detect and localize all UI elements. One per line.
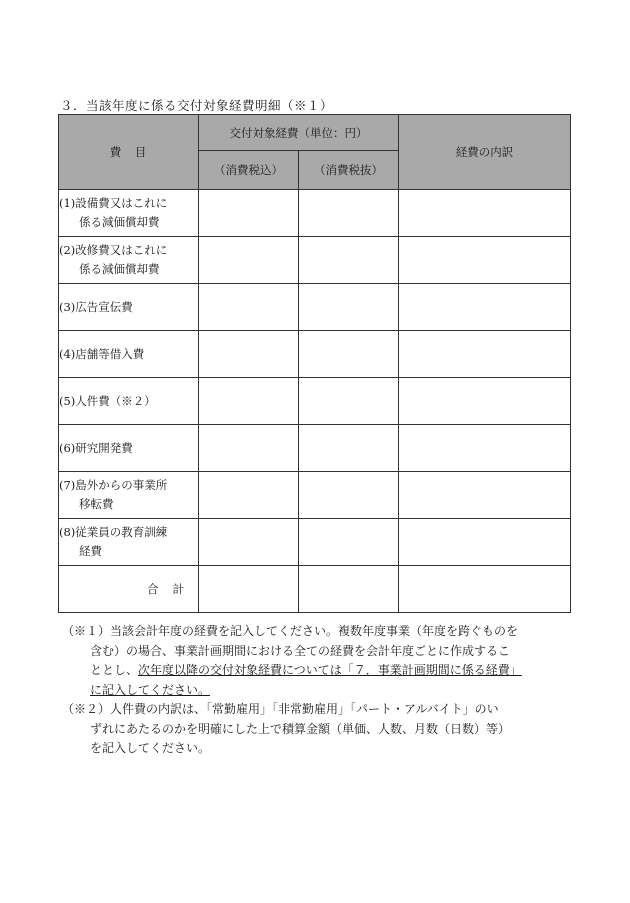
table-row xyxy=(59,190,571,237)
table-row xyxy=(59,378,571,425)
tax-incl-cell[interactable] xyxy=(199,378,299,425)
tax-incl-cell[interactable] xyxy=(199,190,299,237)
breakdown-cell[interactable] xyxy=(399,425,571,472)
header-tax-incl: （消費税込） xyxy=(199,151,299,190)
total-tax-excl-cell[interactable] xyxy=(299,566,399,613)
tax-incl-cell[interactable] xyxy=(199,425,299,472)
notes xyxy=(62,622,582,759)
total-breakdown-cell[interactable] xyxy=(399,566,571,613)
item-cell: (2)改修費又はこれに 係る減価償却費 xyxy=(59,237,199,284)
total-label: 合計 xyxy=(59,566,199,613)
header-item: 費 目 xyxy=(59,115,199,190)
breakdown-cell[interactable] xyxy=(399,237,571,284)
breakdown-cell[interactable] xyxy=(399,378,571,425)
item-cell: (1)設備費又はこれに 係る減価償却費 xyxy=(59,190,199,237)
note-1-line-3 xyxy=(62,661,582,681)
table-row xyxy=(59,472,571,519)
tax-excl-cell[interactable] xyxy=(299,378,399,425)
item-cell: (8)従業員の教育訓練 経費 xyxy=(59,519,199,566)
note-2-line-1: （※２）人件費の内訳は、「常勤雇用」「非常勤雇用」「パート・アルバイト」のい xyxy=(62,702,499,716)
table-row xyxy=(59,331,571,378)
item-cell: (3)広告宣伝費 xyxy=(59,284,199,331)
note-1-line-1: （※１）当該会計年度の経費を記入してください。複数年度事業（年度を跨ぐものを xyxy=(62,624,519,638)
header-tax-excl: （消費税抜） xyxy=(299,151,399,190)
tax-excl-cell[interactable] xyxy=(299,284,399,331)
tax-excl-cell[interactable] xyxy=(299,472,399,519)
tax-incl-cell[interactable] xyxy=(199,331,299,378)
breakdown-cell[interactable] xyxy=(399,519,571,566)
note-1-line-3-start: ととし、 xyxy=(90,663,139,677)
total-tax-incl-cell[interactable] xyxy=(199,566,299,613)
item-cell: (5)人件費（※２） xyxy=(59,378,199,425)
breakdown-cell[interactable] xyxy=(399,190,571,237)
breakdown-cell[interactable] xyxy=(399,472,571,519)
tax-incl-cell[interactable] xyxy=(199,472,299,519)
note-2-line-3: を記入してください。 xyxy=(90,741,211,755)
table-row xyxy=(59,284,571,331)
tax-excl-cell[interactable] xyxy=(299,237,399,284)
table-row xyxy=(59,237,571,284)
tax-excl-cell[interactable] xyxy=(299,425,399,472)
table-row xyxy=(59,519,571,566)
note-2-line-2: ずれにあたるのかを明確にした上で積算金額（単価、人数、月数（日数）等） xyxy=(90,721,511,736)
breakdown-cell[interactable] xyxy=(399,331,571,378)
tax-incl-cell[interactable] xyxy=(199,284,299,331)
section-title: ３．当該年度に係る交付対象経費明細（※１） xyxy=(60,98,334,113)
header-amount-group: 交付対象経費（単位：円） xyxy=(199,115,399,151)
table-row xyxy=(59,425,571,472)
tax-excl-cell[interactable] xyxy=(299,190,399,237)
tax-incl-cell[interactable] xyxy=(199,519,299,566)
item-cell: (6)研究開発費 xyxy=(59,425,199,472)
item-cell: (4)店舗等借入費 xyxy=(59,331,199,378)
total-row xyxy=(59,566,571,613)
note-1-line-4: に記入してください。 xyxy=(90,682,211,697)
note-1-underlined: 次年度以降の交付対象経費については「７．事業計画期間に係る経費」 xyxy=(138,663,522,677)
header-breakdown: 経費の内訳 xyxy=(399,115,571,190)
breakdown-cell[interactable] xyxy=(399,284,571,331)
expense-table xyxy=(58,114,571,613)
tax-excl-cell[interactable] xyxy=(299,519,399,566)
tax-incl-cell[interactable] xyxy=(199,237,299,284)
note-1-line-2: 含む）の場合、事業計画期間における全ての経費を会計年度ごとに作成するこ xyxy=(90,643,511,658)
item-cell: (7)島外からの事業所 移転費 xyxy=(59,472,199,519)
tax-excl-cell[interactable] xyxy=(299,331,399,378)
